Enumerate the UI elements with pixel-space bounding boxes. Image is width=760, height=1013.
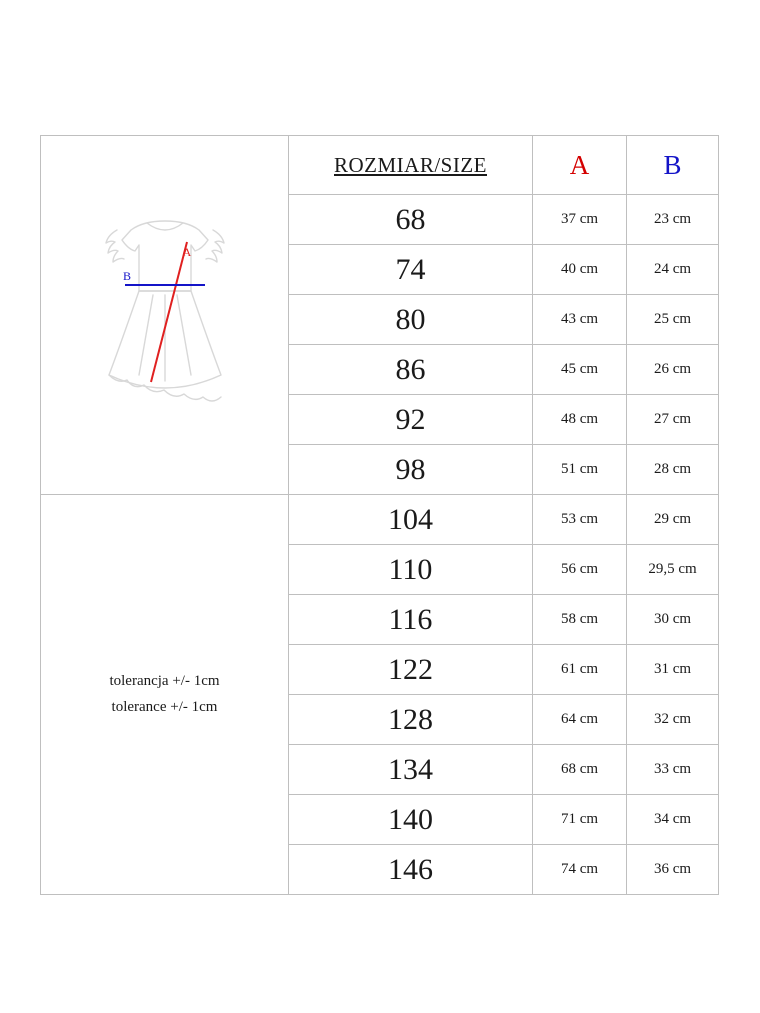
cell-size: 68 [289, 195, 533, 245]
cell-a: 74 cm [533, 845, 627, 895]
cell-size: 116 [289, 595, 533, 645]
cell-size: 146 [289, 845, 533, 895]
cell-size: 122 [289, 645, 533, 695]
table-header-row [41, 136, 719, 195]
cell-a: 43 cm [533, 295, 627, 345]
cell-b: 33 cm [627, 745, 719, 795]
cell-b: 26 cm [627, 345, 719, 395]
cell-a: 68 cm [533, 745, 627, 795]
dress-illustration-icon [65, 200, 265, 430]
cell-a: 45 cm [533, 345, 627, 395]
cell-b: 36 cm [627, 845, 719, 895]
cell-a: 53 cm [533, 495, 627, 545]
cell-size: 140 [289, 795, 533, 845]
cell-size: 86 [289, 345, 533, 395]
cell-a: 61 cm [533, 645, 627, 695]
cell-b: 24 cm [627, 245, 719, 295]
cell-b: 25 cm [627, 295, 719, 345]
size-chart-sheet [40, 135, 718, 886]
cell-b: 28 cm [627, 445, 719, 495]
cell-size: 134 [289, 745, 533, 795]
cell-a: 48 cm [533, 395, 627, 445]
cell-a: 58 cm [533, 595, 627, 645]
cell-a: 40 cm [533, 245, 627, 295]
header-size: ROZMIAR/SIZE [289, 136, 533, 195]
header-b: B [627, 136, 719, 195]
header-a: A [533, 136, 627, 195]
cell-b: 34 cm [627, 795, 719, 845]
cell-b: 27 cm [627, 395, 719, 445]
cell-size: 74 [289, 245, 533, 295]
cell-size: 110 [289, 545, 533, 595]
tolerance-cell [41, 495, 289, 895]
cell-b: 23 cm [627, 195, 719, 245]
cell-b: 29 cm [627, 495, 719, 545]
dress-diagram-cell [41, 136, 289, 495]
cell-a: 37 cm [533, 195, 627, 245]
cell-a: 71 cm [533, 795, 627, 845]
measure-label-b: B [122, 269, 131, 283]
cell-size: 92 [289, 395, 533, 445]
cell-size: 104 [289, 495, 533, 545]
table-row [41, 495, 719, 545]
measure-label-a: A [182, 245, 191, 259]
cell-b: 30 cm [627, 595, 719, 645]
tolerance-line-pl: tolerancja +/- 1cm [109, 673, 220, 689]
cell-a: 64 cm [533, 695, 627, 745]
cell-a: 51 cm [533, 445, 627, 495]
size-chart-table [40, 135, 719, 895]
cell-size: 98 [289, 445, 533, 495]
tolerance-line-en: tolerance +/- 1cm [111, 698, 218, 715]
cell-b: 29,5 cm [627, 545, 719, 595]
cell-b: 32 cm [627, 695, 719, 745]
dress-diagram [41, 200, 288, 430]
cell-size: 128 [289, 695, 533, 745]
cell-size: 80 [289, 295, 533, 345]
cell-a: 56 cm [533, 545, 627, 595]
measure-line-a [151, 242, 187, 382]
cell-b: 31 cm [627, 645, 719, 695]
